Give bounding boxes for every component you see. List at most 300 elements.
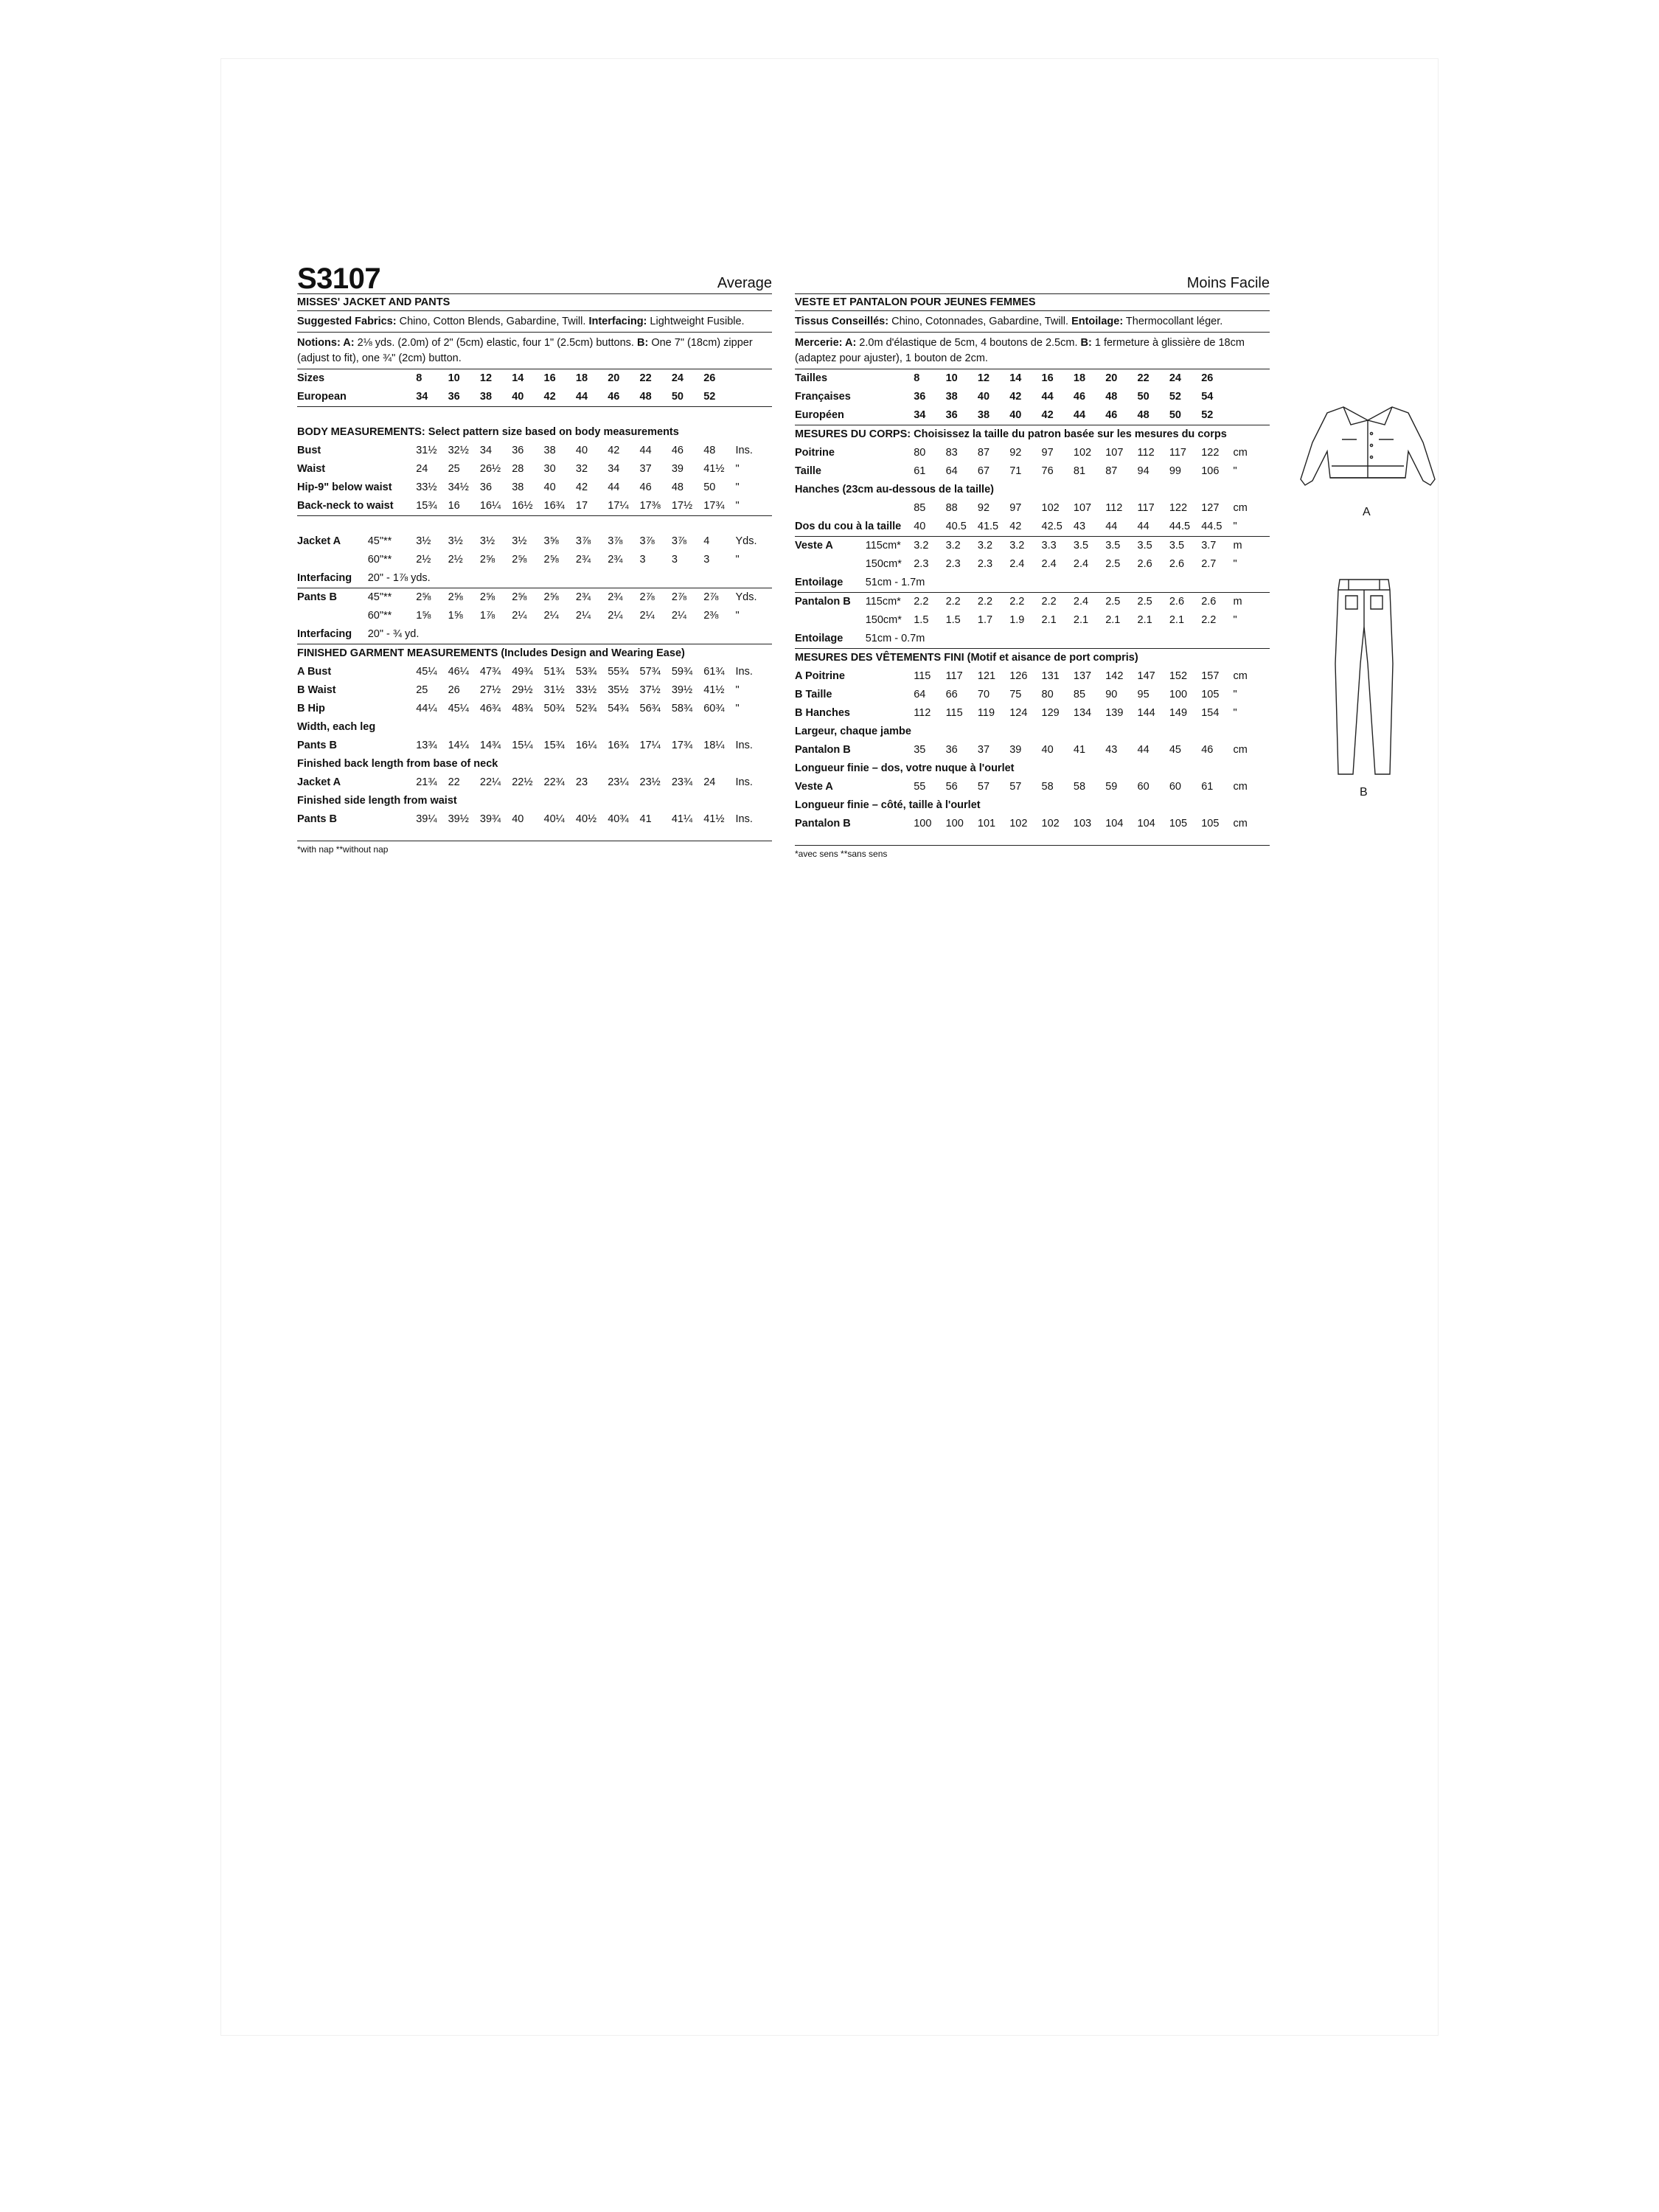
table-row — [297, 755, 772, 773]
width-note: 51cm - 0.7m — [866, 630, 1270, 649]
size-cell: 22 — [1137, 372, 1150, 384]
value-cell: 3.2 — [1009, 540, 1025, 552]
value-cell: 97 — [1041, 447, 1054, 459]
unit-cell — [1234, 481, 1270, 499]
value-cell: 64 — [914, 689, 926, 700]
section-title-body: BODY MEASUREMENTS: Select pattern size based on body measurements — [297, 426, 679, 438]
value-cell: 121 — [977, 670, 996, 682]
pattern-code: S3107 — [297, 262, 381, 295]
value-cell: 147 — [1137, 670, 1155, 682]
value-cell: 88 — [945, 502, 958, 514]
row-label — [297, 607, 368, 625]
unit-cell: " — [1234, 518, 1270, 537]
row-label: Jacket A — [297, 535, 341, 547]
value-cell: 122 — [1169, 502, 1188, 514]
size-cell: 44 — [576, 388, 608, 407]
row-label: Interfacing — [297, 625, 368, 644]
unit-cell: " — [1233, 614, 1237, 626]
size-cell: 26 — [1201, 372, 1214, 384]
value-cell: 134 — [1073, 707, 1092, 719]
value-cell: 34 — [608, 463, 620, 475]
value-cell: 2¼ — [512, 610, 527, 622]
value-cell: 25 — [448, 463, 460, 475]
value-cell: 2⅝ — [512, 554, 527, 566]
size-cell: 44 — [1074, 406, 1105, 425]
value-cell: 45¼ — [416, 666, 437, 678]
value-cell: 2⅝ — [543, 591, 559, 603]
size-cell: 40 — [1009, 406, 1041, 425]
value-cell: 41½ — [703, 463, 725, 475]
value-cell: 2.4 — [1009, 558, 1025, 570]
value-cell: 2¾ — [575, 554, 591, 566]
row-label: Pants B — [297, 813, 337, 825]
value-cell: 23¼ — [608, 776, 629, 788]
value-cell: 3.5 — [1105, 540, 1121, 552]
value-cell: 40 — [512, 813, 524, 825]
section-title-finished: MESURES DES VÊTEMENTS FINI (Motif et aisance de port compris) — [795, 652, 1138, 664]
size-cell: 8 — [914, 372, 920, 384]
size-cell: 16 — [543, 372, 556, 384]
footnote-fr: *avec sens **sans sens — [795, 845, 1270, 859]
value-cell: 100 — [1169, 689, 1188, 700]
size-cell: 36 — [914, 391, 926, 403]
section-title-finished: FINISHED GARMENT MEASUREMENTS (Includes Design and Wearing Ease) — [297, 647, 685, 659]
value-cell: 2.1 — [1169, 614, 1185, 626]
value-cell: 40¼ — [543, 813, 565, 825]
value-cell: 51¾ — [543, 666, 565, 678]
value-cell: 33½ — [416, 481, 437, 493]
table-row — [297, 551, 772, 569]
value-cell: 23 — [575, 776, 588, 788]
unit-cell: Ins. — [735, 813, 753, 825]
value-cell: 25 — [416, 684, 428, 696]
value-cell: 31½ — [416, 445, 437, 456]
value-cell: 24 — [416, 463, 428, 475]
footnote-en: *with nap **without nap — [297, 841, 772, 855]
unit-cell — [736, 369, 772, 388]
value-cell: 39 — [1009, 744, 1022, 756]
size-cell: 10 — [448, 372, 460, 384]
value-cell: 32½ — [448, 445, 469, 456]
value-cell: 144 — [1137, 707, 1155, 719]
value-cell: 55¾ — [608, 666, 629, 678]
value-cell: 36 — [512, 445, 524, 456]
unit-cell: " — [1233, 558, 1237, 570]
unit-cell: Ins. — [735, 666, 753, 678]
size-cell: 50 — [1137, 391, 1150, 403]
unit-cell: " — [735, 703, 740, 714]
row-label: Taille — [795, 465, 821, 477]
value-cell: 124 — [1009, 707, 1028, 719]
value-cell: 44 — [1138, 518, 1169, 537]
value-cell: 60 — [1137, 781, 1150, 793]
value-cell: 2¾ — [608, 554, 623, 566]
size-cell: 40 — [512, 388, 543, 407]
value-cell: 94 — [1137, 465, 1150, 477]
value-cell: 2.6 — [1201, 596, 1217, 608]
size-cell: 44 — [1041, 391, 1054, 403]
size-cell: 42 — [1009, 391, 1022, 403]
value-cell: 17½ — [672, 497, 703, 516]
value-cell: 137 — [1073, 670, 1092, 682]
table-row — [297, 388, 772, 407]
table-row — [297, 423, 772, 442]
unit-cell: " — [735, 684, 740, 696]
table-row — [795, 593, 1270, 612]
value-cell: 46¾ — [479, 703, 501, 714]
value-cell: 36 — [479, 481, 493, 493]
row-label: Pantalon B — [795, 744, 851, 756]
size-cell: 22 — [639, 372, 652, 384]
value-cell — [1009, 481, 1041, 499]
value-cell: 39½ — [448, 813, 469, 825]
row-label: Width, each leg — [297, 721, 376, 733]
value-cell: 102 — [1041, 502, 1060, 514]
value-cell: 17¼ — [639, 740, 661, 751]
value-cell: 2.7 — [1201, 558, 1217, 570]
size-cell: 24 — [1169, 372, 1181, 384]
value-cell: 27½ — [479, 684, 501, 696]
value-cell: 76 — [1041, 465, 1054, 477]
table-row — [297, 810, 772, 829]
table-row — [795, 611, 1270, 630]
value-cell: 80 — [1041, 689, 1054, 700]
value-cell: 26½ — [479, 463, 501, 475]
row-label: A Poitrine — [795, 670, 845, 682]
europeen-label: Européen — [795, 406, 914, 425]
value-cell: 16½ — [512, 497, 543, 516]
value-cell: 80 — [914, 447, 926, 459]
value-cell: 49¾ — [512, 666, 533, 678]
value-cell: 3 — [639, 554, 646, 566]
value-cell: 3.5 — [1073, 540, 1089, 552]
unit-cell: m — [1233, 540, 1242, 552]
value-cell: 117 — [1137, 502, 1155, 514]
table-row — [297, 681, 772, 700]
value-cell: 103 — [1073, 818, 1092, 830]
value-cell: 2.2 — [1041, 596, 1057, 608]
unit-cell — [1234, 388, 1270, 406]
value-cell: 39½ — [671, 684, 693, 696]
table-row — [795, 667, 1270, 686]
value-cell: 17¾ — [703, 497, 735, 516]
table-row — [795, 388, 1270, 406]
value-cell: 3.5 — [1169, 540, 1185, 552]
value-cell: 3⅞ — [575, 535, 591, 547]
value-cell — [1105, 481, 1137, 499]
value-cell: 16¾ — [608, 740, 629, 751]
value-cell: 95 — [1137, 689, 1150, 700]
table-row — [795, 425, 1270, 445]
value-cell: 13¾ — [416, 740, 437, 751]
row-label: B Waist — [297, 684, 336, 696]
value-cell: 152 — [1169, 670, 1188, 682]
value-cell: 97 — [1009, 502, 1022, 514]
row-label: Longueur finie – dos, votre nuque à l'ourlet — [795, 762, 1015, 774]
value-cell: 2.3 — [914, 558, 929, 570]
value-cell: 2.1 — [1073, 614, 1089, 626]
table-row — [297, 773, 772, 792]
value-cell: 70 — [977, 689, 990, 700]
value-cell: 23½ — [639, 776, 661, 788]
value-cell: 2½ — [448, 554, 463, 566]
value-cell: 115 — [945, 707, 963, 719]
value-cell: 2.1 — [1137, 614, 1152, 626]
value-cell: 3⅞ — [639, 535, 655, 547]
table-row — [795, 815, 1270, 833]
value-cell: 100 — [914, 818, 932, 830]
value-cell: 58 — [1073, 781, 1086, 793]
size-cell: 48 — [640, 388, 672, 407]
value-cell: 34½ — [448, 481, 469, 493]
view-b-label: B — [1360, 786, 1368, 799]
row-label: Pants B — [297, 740, 337, 751]
value-cell: 2⅝ — [512, 591, 527, 603]
value-cell: 104 — [1137, 818, 1155, 830]
value-cell: 1.5 — [945, 614, 961, 626]
row-label: B Hanches — [795, 707, 850, 719]
value-cell: 41½ — [703, 684, 725, 696]
value-cell: 17⅜ — [640, 497, 672, 516]
row-label: Pants B — [297, 591, 337, 603]
value-cell: 105 — [1201, 818, 1220, 830]
row-label: Entoilage — [795, 630, 866, 649]
width-cell: 60"** — [367, 554, 392, 566]
value-cell: 3⅞ — [608, 535, 623, 547]
value-cell: 54¾ — [608, 703, 629, 714]
value-cell: 1⅝ — [448, 610, 463, 622]
value-cell: 101 — [977, 818, 996, 830]
value-cell: 107 — [1105, 447, 1124, 459]
table-row — [795, 704, 1270, 723]
table-row — [795, 686, 1270, 704]
french-header — [795, 257, 1270, 294]
table-row — [297, 644, 772, 664]
value-cell: 37 — [977, 744, 990, 756]
size-cell: 50 — [672, 388, 703, 407]
size-cell: 52 — [1201, 406, 1233, 425]
value-cell: 41¼ — [671, 813, 693, 825]
row-label — [297, 551, 368, 569]
spacer — [297, 516, 772, 533]
title-fr: VESTE ET PANTALON POUR JEUNES FEMMES — [795, 294, 1270, 311]
unit-cell — [736, 388, 772, 407]
size-cell: 52 — [703, 388, 735, 407]
value-cell: 61¾ — [703, 666, 725, 678]
value-cell: 60¾ — [703, 703, 725, 714]
table-row — [795, 741, 1270, 759]
table-row — [297, 532, 772, 551]
value-cell: 57¾ — [639, 666, 661, 678]
value-cell: 35½ — [608, 684, 629, 696]
value-cell: 105 — [1201, 689, 1220, 700]
value-cell: 4 — [703, 535, 710, 547]
value-cell: 117 — [945, 670, 963, 682]
size-label: Sizes — [297, 372, 325, 384]
value-cell: 104 — [1105, 818, 1124, 830]
table-row — [297, 792, 772, 810]
title-en: MISSES' JACKET AND PANTS — [297, 294, 772, 311]
row-label: Longueur finie – côté, taille à l'ourlet — [795, 799, 981, 811]
value-cell: 50 — [703, 481, 716, 493]
value-cell: 28 — [512, 463, 524, 475]
english-header — [297, 257, 772, 294]
value-cell: 39¼ — [416, 813, 437, 825]
table-row — [297, 460, 772, 479]
value-cell: 43 — [1105, 744, 1118, 756]
value-cell: 64 — [945, 465, 958, 477]
value-cell: 58 — [1041, 781, 1054, 793]
value-cell: 61 — [914, 465, 926, 477]
value-cell: 18¼ — [703, 740, 725, 751]
table-row — [297, 700, 772, 718]
value-cell: 117 — [1169, 447, 1186, 459]
size-cell: 18 — [575, 372, 588, 384]
value-cell: 127 — [1201, 502, 1220, 514]
value-cell: 42 — [1009, 518, 1041, 537]
value-cell: 46 — [639, 481, 652, 493]
value-cell: 26 — [448, 684, 460, 696]
table-row — [795, 444, 1270, 462]
value-cell: 81 — [1073, 465, 1086, 477]
value-cell: 87 — [1105, 465, 1118, 477]
width-note: 20" - ¾ yd. — [368, 625, 772, 644]
view-a-label: A — [1363, 506, 1371, 518]
size-cell: 46 — [1105, 406, 1137, 425]
value-cell: 47¾ — [479, 666, 501, 678]
section-title-body: MESURES DU CORPS: Choisissez la taille du patron basée sur les mesures du corps — [795, 428, 1227, 440]
value-cell: 1⅝ — [416, 610, 431, 622]
fabrics-fr: Tissus Conseillés: Chino, Cotonnades, Gabardine, Twill. Entoilage: Thermocollant léger. — [795, 311, 1270, 333]
value-cell: 34 — [479, 445, 493, 456]
unit-cell — [1234, 369, 1270, 388]
value-cell: 3.2 — [914, 540, 929, 552]
value-cell: 52¾ — [575, 703, 597, 714]
european-label: European — [297, 388, 416, 407]
size-table-en — [297, 369, 772, 829]
value-cell: 48¾ — [512, 703, 533, 714]
value-cell: 75 — [1009, 689, 1022, 700]
value-cell: 60 — [1169, 781, 1181, 793]
table-row — [795, 481, 1270, 499]
value-cell: 154 — [1201, 707, 1220, 719]
fabrics-en: Suggested Fabrics: Chino, Cotton Blends, Gabardine, Twill. Interfacing: Lightweight Fusible. — [297, 311, 772, 333]
table-row — [297, 569, 772, 588]
value-cell: 2½ — [416, 554, 431, 566]
value-cell: 46 — [671, 445, 684, 456]
value-cell: 3.3 — [1041, 540, 1057, 552]
value-cell: 40¾ — [608, 813, 629, 825]
row-label: Veste A — [795, 781, 833, 793]
value-cell: 40½ — [575, 813, 597, 825]
table-row — [297, 718, 772, 737]
value-cell: 39¾ — [479, 813, 501, 825]
value-cell: 56 — [945, 781, 958, 793]
unit-cell: " — [1233, 689, 1237, 700]
table-row — [297, 516, 772, 533]
value-cell: 40 — [1041, 744, 1054, 756]
value-cell: 29½ — [512, 684, 533, 696]
size-cell: 46 — [1073, 391, 1086, 403]
size-cell: 24 — [671, 372, 684, 384]
value-cell: 15¼ — [512, 740, 533, 751]
value-cell: 112 — [914, 707, 931, 719]
size-cell: 16 — [1041, 372, 1054, 384]
row-label — [795, 611, 866, 630]
value-cell: 41 — [1073, 744, 1086, 756]
size-cell: 8 — [416, 372, 422, 384]
value-cell: 87 — [977, 447, 990, 459]
notions-en: Notions: A: 2⅛ yds. (2.0m) of 2" (5cm) elastic, four 1" (2.5cm) buttons. B: One 7" (18cm) zipper (adjust to fit), one ¾" (2cm) button. — [297, 333, 772, 369]
francaises-label: Françaises — [795, 391, 851, 403]
unit-cell: Ins. — [735, 776, 753, 788]
size-cell: 12 — [977, 372, 990, 384]
size-cell: 20 — [1105, 372, 1118, 384]
value-cell: 40 — [575, 445, 588, 456]
size-cell: 34 — [914, 406, 945, 425]
table-row — [795, 649, 1270, 668]
value-cell: 2.4 — [1041, 558, 1057, 570]
table-row — [795, 462, 1270, 481]
size-cell: 14 — [512, 372, 524, 384]
size-cell: 42 — [1042, 406, 1074, 425]
table-row — [795, 406, 1270, 425]
value-cell: 2¼ — [671, 610, 687, 622]
value-cell: 3 — [703, 554, 710, 566]
table-row — [795, 555, 1270, 574]
row-label: Hanches (23cm au-dessous de la taille) — [795, 484, 994, 495]
value-cell: 2⅜ — [703, 610, 719, 622]
value-cell: 115 — [914, 670, 931, 682]
value-cell: 90 — [1105, 689, 1118, 700]
unit-cell: " — [1233, 465, 1237, 477]
value-cell: 45¼ — [448, 703, 469, 714]
row-label: A Bust — [297, 666, 332, 678]
value-cell: 24 — [703, 776, 716, 788]
table-row — [297, 442, 772, 460]
unit-cell: " — [735, 481, 740, 493]
unit-cell: cm — [1233, 447, 1248, 459]
value-cell: 15¾ — [543, 740, 565, 751]
value-cell: 2.2 — [1201, 614, 1217, 626]
value-cell: 67 — [977, 465, 990, 477]
value-cell: 92 — [977, 502, 990, 514]
value-cell: 41 — [639, 813, 652, 825]
row-label: Veste A — [795, 540, 833, 552]
value-cell: 92 — [1009, 447, 1022, 459]
row-label: B Taille — [795, 689, 832, 700]
size-label: Tailles — [795, 372, 828, 384]
value-cell: 2⅝ — [416, 591, 431, 603]
value-cell: 38 — [543, 445, 556, 456]
unit-cell: m — [1233, 596, 1242, 608]
value-cell: 44 — [1105, 518, 1137, 537]
table-row — [297, 497, 772, 516]
value-cell: 35 — [914, 744, 926, 756]
value-cell: 66 — [945, 689, 958, 700]
value-cell: 37 — [639, 463, 652, 475]
value-cell: 37½ — [639, 684, 661, 696]
row-label: Finished back length from base of neck — [297, 758, 498, 770]
row-label: Back-neck to waist — [297, 497, 416, 516]
value-cell: 1.7 — [977, 614, 993, 626]
english-column — [297, 257, 772, 855]
value-cell: 22½ — [512, 776, 533, 788]
value-cell: 3½ — [479, 535, 495, 547]
row-label: Largeur, chaque jambe — [795, 726, 911, 737]
value-cell: 2⅞ — [639, 591, 655, 603]
row-label: Hip-9" below waist — [297, 481, 392, 493]
